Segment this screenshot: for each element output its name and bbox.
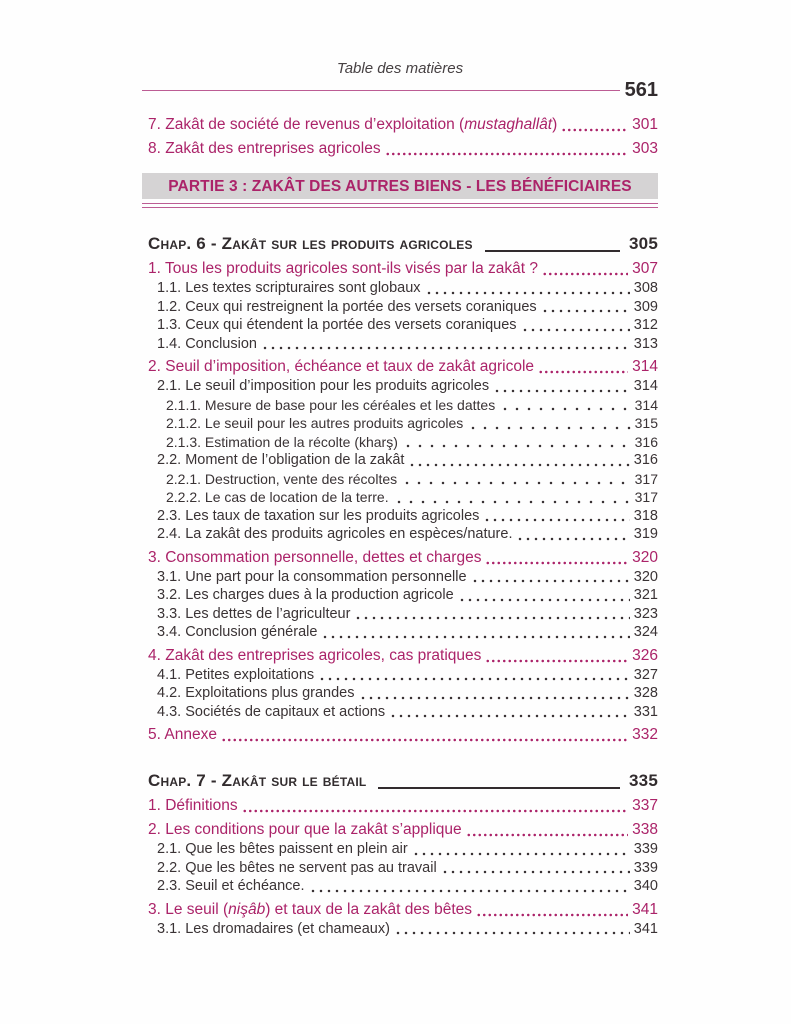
toc-chapters: [142, 233, 658, 938]
toc-entry: [142, 586, 658, 605]
dot-leader: [309, 877, 630, 896]
toc-entry: [142, 547, 658, 568]
part-banner-double-rule: [142, 203, 658, 208]
entry-page-number: 341: [633, 920, 658, 937]
entry-page-number: 316: [634, 433, 658, 450]
entry-page-number: 318: [633, 507, 658, 524]
entry-label: 4.1. Petites exploitations: [157, 666, 315, 683]
chapter-heading: [142, 770, 658, 792]
toc-entry: [142, 488, 658, 507]
entry-label: 2.2. Que les bêtes ne servent pas au travail: [157, 859, 437, 876]
entry-label: 3.2. Les charges dues à la production agricole: [157, 587, 454, 603]
entry-page-number: 317: [634, 489, 658, 505]
entry-label: 4. Zakât des entreprises agricoles, cas pratiques: [148, 646, 482, 664]
entry-label: 3.1. Une part pour la consommation personnelle: [157, 568, 467, 585]
toc-entry: [142, 316, 658, 335]
dot-leader: [521, 316, 630, 335]
entry-page-number: 315: [634, 415, 658, 431]
dot-leader: [483, 507, 629, 526]
entry-page-number: 314: [632, 358, 658, 375]
dot-leader: [425, 279, 630, 298]
dot-leader: [359, 684, 630, 703]
entry-page-number: 303: [632, 140, 658, 157]
toc-entry: [142, 795, 658, 816]
entry-label: 2.1. Que les bêtes paissent en plein air: [157, 841, 408, 857]
dot-leader: [412, 840, 630, 859]
toc-entry: [142, 623, 658, 642]
entry-label: 2.1.1. Mesure de base pour les céréales et les dattes: [166, 396, 496, 413]
entry-page-number: 337: [632, 797, 658, 814]
entry-label: 2.4. La zakât des produits agricoles en espèces/nature.: [157, 526, 513, 542]
toc-entry: [142, 840, 658, 859]
dot-leader: [493, 377, 630, 396]
chapter-heading: [142, 233, 658, 255]
toc-entry: [142, 507, 658, 526]
dot-leader: [393, 488, 631, 507]
entry-label: 2.2. Moment de l’obligation de la zakât: [157, 452, 405, 468]
entry-label: 2.3. Les taux de taxation sur les produits agricoles: [157, 507, 480, 524]
dot-leader: [385, 138, 629, 159]
entry-page-number: 327: [633, 666, 658, 683]
entry-label: 2.3. Seuil et échéance.: [157, 878, 305, 894]
entry-page-number: 314: [633, 378, 658, 394]
entry-label: 2. Les conditions pour que la zakât s’applique: [148, 821, 462, 838]
entry-page-number: 339: [633, 841, 658, 857]
dot-leader: [499, 396, 630, 415]
entry-label: 1.1. Les textes scripturaires sont globaux: [157, 280, 421, 296]
toc-entry: [142, 703, 658, 722]
entry-page-number: 341: [632, 900, 658, 918]
dot-leader: [221, 724, 628, 745]
entry-page-number: 324: [633, 624, 658, 640]
entry-label: 1. Tous les produits agricoles sont-ils visés par la zakât ?: [148, 260, 538, 277]
entry-label: 2.1.2. Le seuil pour les autres produits agricoles: [166, 415, 464, 431]
entry-label: 4.3. Sociétés de capitaux et actions: [157, 703, 386, 720]
entry-page-number: 339: [633, 859, 658, 876]
dot-leader: [476, 899, 628, 920]
entry-label: 7. Zakât de société de revenus d’exploitation (mustaghallât): [148, 116, 558, 133]
entry-page-number: 321: [633, 587, 658, 603]
toc-entry: [142, 877, 658, 896]
chapter-rule-leader: [485, 233, 620, 252]
header-rule-row: [142, 79, 658, 101]
toc-entry: [142, 298, 658, 317]
toc-entry: [142, 356, 658, 377]
toc-entry: [142, 859, 658, 878]
dot-leader: [318, 666, 630, 685]
entry-page-number: 340: [633, 878, 658, 894]
dot-leader: [516, 525, 629, 544]
header-rule: [142, 90, 620, 91]
dot-leader: [441, 859, 630, 878]
toc-entry: [142, 414, 658, 433]
toc-top-entry: [142, 114, 658, 135]
entry-page-number: 328: [633, 685, 658, 701]
entry-label: 3. Consommation personnelle, dettes et charges: [148, 548, 482, 566]
entry-label: 3.3. Les dettes de l’agriculteur: [157, 605, 351, 622]
toc-entry: [142, 645, 658, 666]
dot-leader: [389, 703, 630, 722]
entry-page-number: 320: [632, 548, 658, 566]
dot-leader: [261, 335, 630, 354]
entry-label: 2.1. Le seuil d’imposition pour les produits agricoles: [157, 378, 490, 394]
dot-leader: [466, 819, 628, 840]
entry-label: 4.2. Exploitations plus grandes: [157, 685, 355, 701]
toc-entry: [142, 568, 658, 587]
toc-entry: [142, 920, 658, 939]
dot-leader: [485, 645, 628, 666]
entry-page-number: 338: [632, 821, 658, 838]
folio-page-number: 561: [624, 79, 658, 101]
entry-page-number: 314: [634, 396, 658, 413]
toc-entry: [142, 899, 658, 920]
toc-entry: [142, 666, 658, 685]
dot-leader: [242, 795, 629, 816]
toc-entry: [142, 335, 658, 354]
toc-entry: [142, 724, 658, 745]
entry-label: 1. Définitions: [148, 797, 238, 814]
entry-label: 5. Annexe: [148, 726, 217, 743]
dot-leader: [458, 586, 630, 605]
dot-leader: [354, 605, 629, 624]
entry-page-number: 313: [633, 335, 658, 352]
entry-label: 2. Seuil d’imposition, échéance et taux de zakât agricole: [148, 358, 535, 375]
entry-page-number: 323: [633, 605, 658, 622]
entry-label: 2.2.1. Destruction, vente des récoltes: [166, 470, 398, 487]
entry-page-number: 332: [632, 726, 658, 743]
toc-entry: [142, 433, 658, 452]
dot-leader: [321, 623, 629, 642]
toc-entry: [142, 684, 658, 703]
toc-entry: [142, 605, 658, 624]
toc-entry: [142, 377, 658, 396]
dot-leader: [394, 920, 630, 939]
entry-page-number: 319: [633, 526, 658, 542]
chapter-page-number: 305: [629, 234, 658, 253]
part-banner: PARTIE 3 : ZAKÂT DES AUTRES BIENS - LES BÉNÉFICIAIRES: [142, 173, 658, 199]
toc-entry: [142, 258, 658, 279]
dot-leader: [467, 414, 630, 433]
entry-page-number: 326: [632, 646, 658, 664]
page-content: [142, 60, 658, 938]
entry-page-number: 312: [633, 317, 658, 333]
toc-entry: [142, 279, 658, 298]
running-header-title: Table des matières: [336, 60, 464, 77]
toc-entry: [142, 396, 658, 415]
dot-leader: [408, 451, 629, 470]
chapter-page-number: 335: [629, 771, 658, 790]
dot-leader: [538, 356, 628, 377]
entry-page-number: 317: [634, 470, 658, 487]
toc-entry: [142, 525, 658, 544]
entry-page-number: 331: [633, 703, 658, 720]
dot-leader: [485, 547, 628, 568]
entry-label: 3.1. Les dromadaires (et chameaux): [157, 920, 390, 937]
entry-label: 2.1.3. Estimation de la récolte (kharş): [166, 433, 398, 450]
dot-leader: [401, 470, 631, 489]
entry-page-number: 309: [633, 298, 658, 315]
toc-entry: [142, 470, 658, 489]
entry-label: 1.4. Conclusion: [157, 335, 257, 352]
entry-label: 3. Le seuil (nişâb) et taux de la zakât des bêtes: [148, 900, 472, 918]
entry-label: 1.2. Ceux qui restreignent la portée des versets coraniques: [157, 298, 537, 315]
dot-leader: [561, 114, 628, 135]
entry-label: 2.2.2. Le cas de location de la terre.: [166, 489, 389, 505]
entry-label: 8. Zakât des entreprises agricoles: [148, 140, 381, 157]
toc-top-entry: [142, 138, 658, 159]
chapter-title: Chap. 7 - Zakât sur le bétail: [148, 771, 367, 790]
entry-page-number: 316: [633, 452, 658, 468]
entry-page-number: 307: [632, 260, 658, 277]
dot-leader: [542, 258, 628, 279]
dot-leader: [471, 568, 630, 587]
entry-page-number: 301: [632, 116, 658, 133]
toc-entry: [142, 819, 658, 840]
running-header: [142, 60, 658, 101]
entry-label: 1.3. Ceux qui étendent la portée des versets coraniques: [157, 317, 517, 333]
toc-top-entries: [142, 114, 658, 159]
entry-page-number: 308: [633, 280, 658, 296]
entry-page-number: 320: [633, 568, 658, 585]
toc-entry: [142, 451, 658, 470]
entry-label: 3.4. Conclusion générale: [157, 624, 318, 640]
chapter-rule-leader: [378, 770, 620, 789]
dot-leader: [402, 433, 631, 452]
chapter-title: Chap. 6 - Zakât sur les produits agricoles: [148, 234, 473, 253]
dot-leader: [541, 298, 630, 317]
